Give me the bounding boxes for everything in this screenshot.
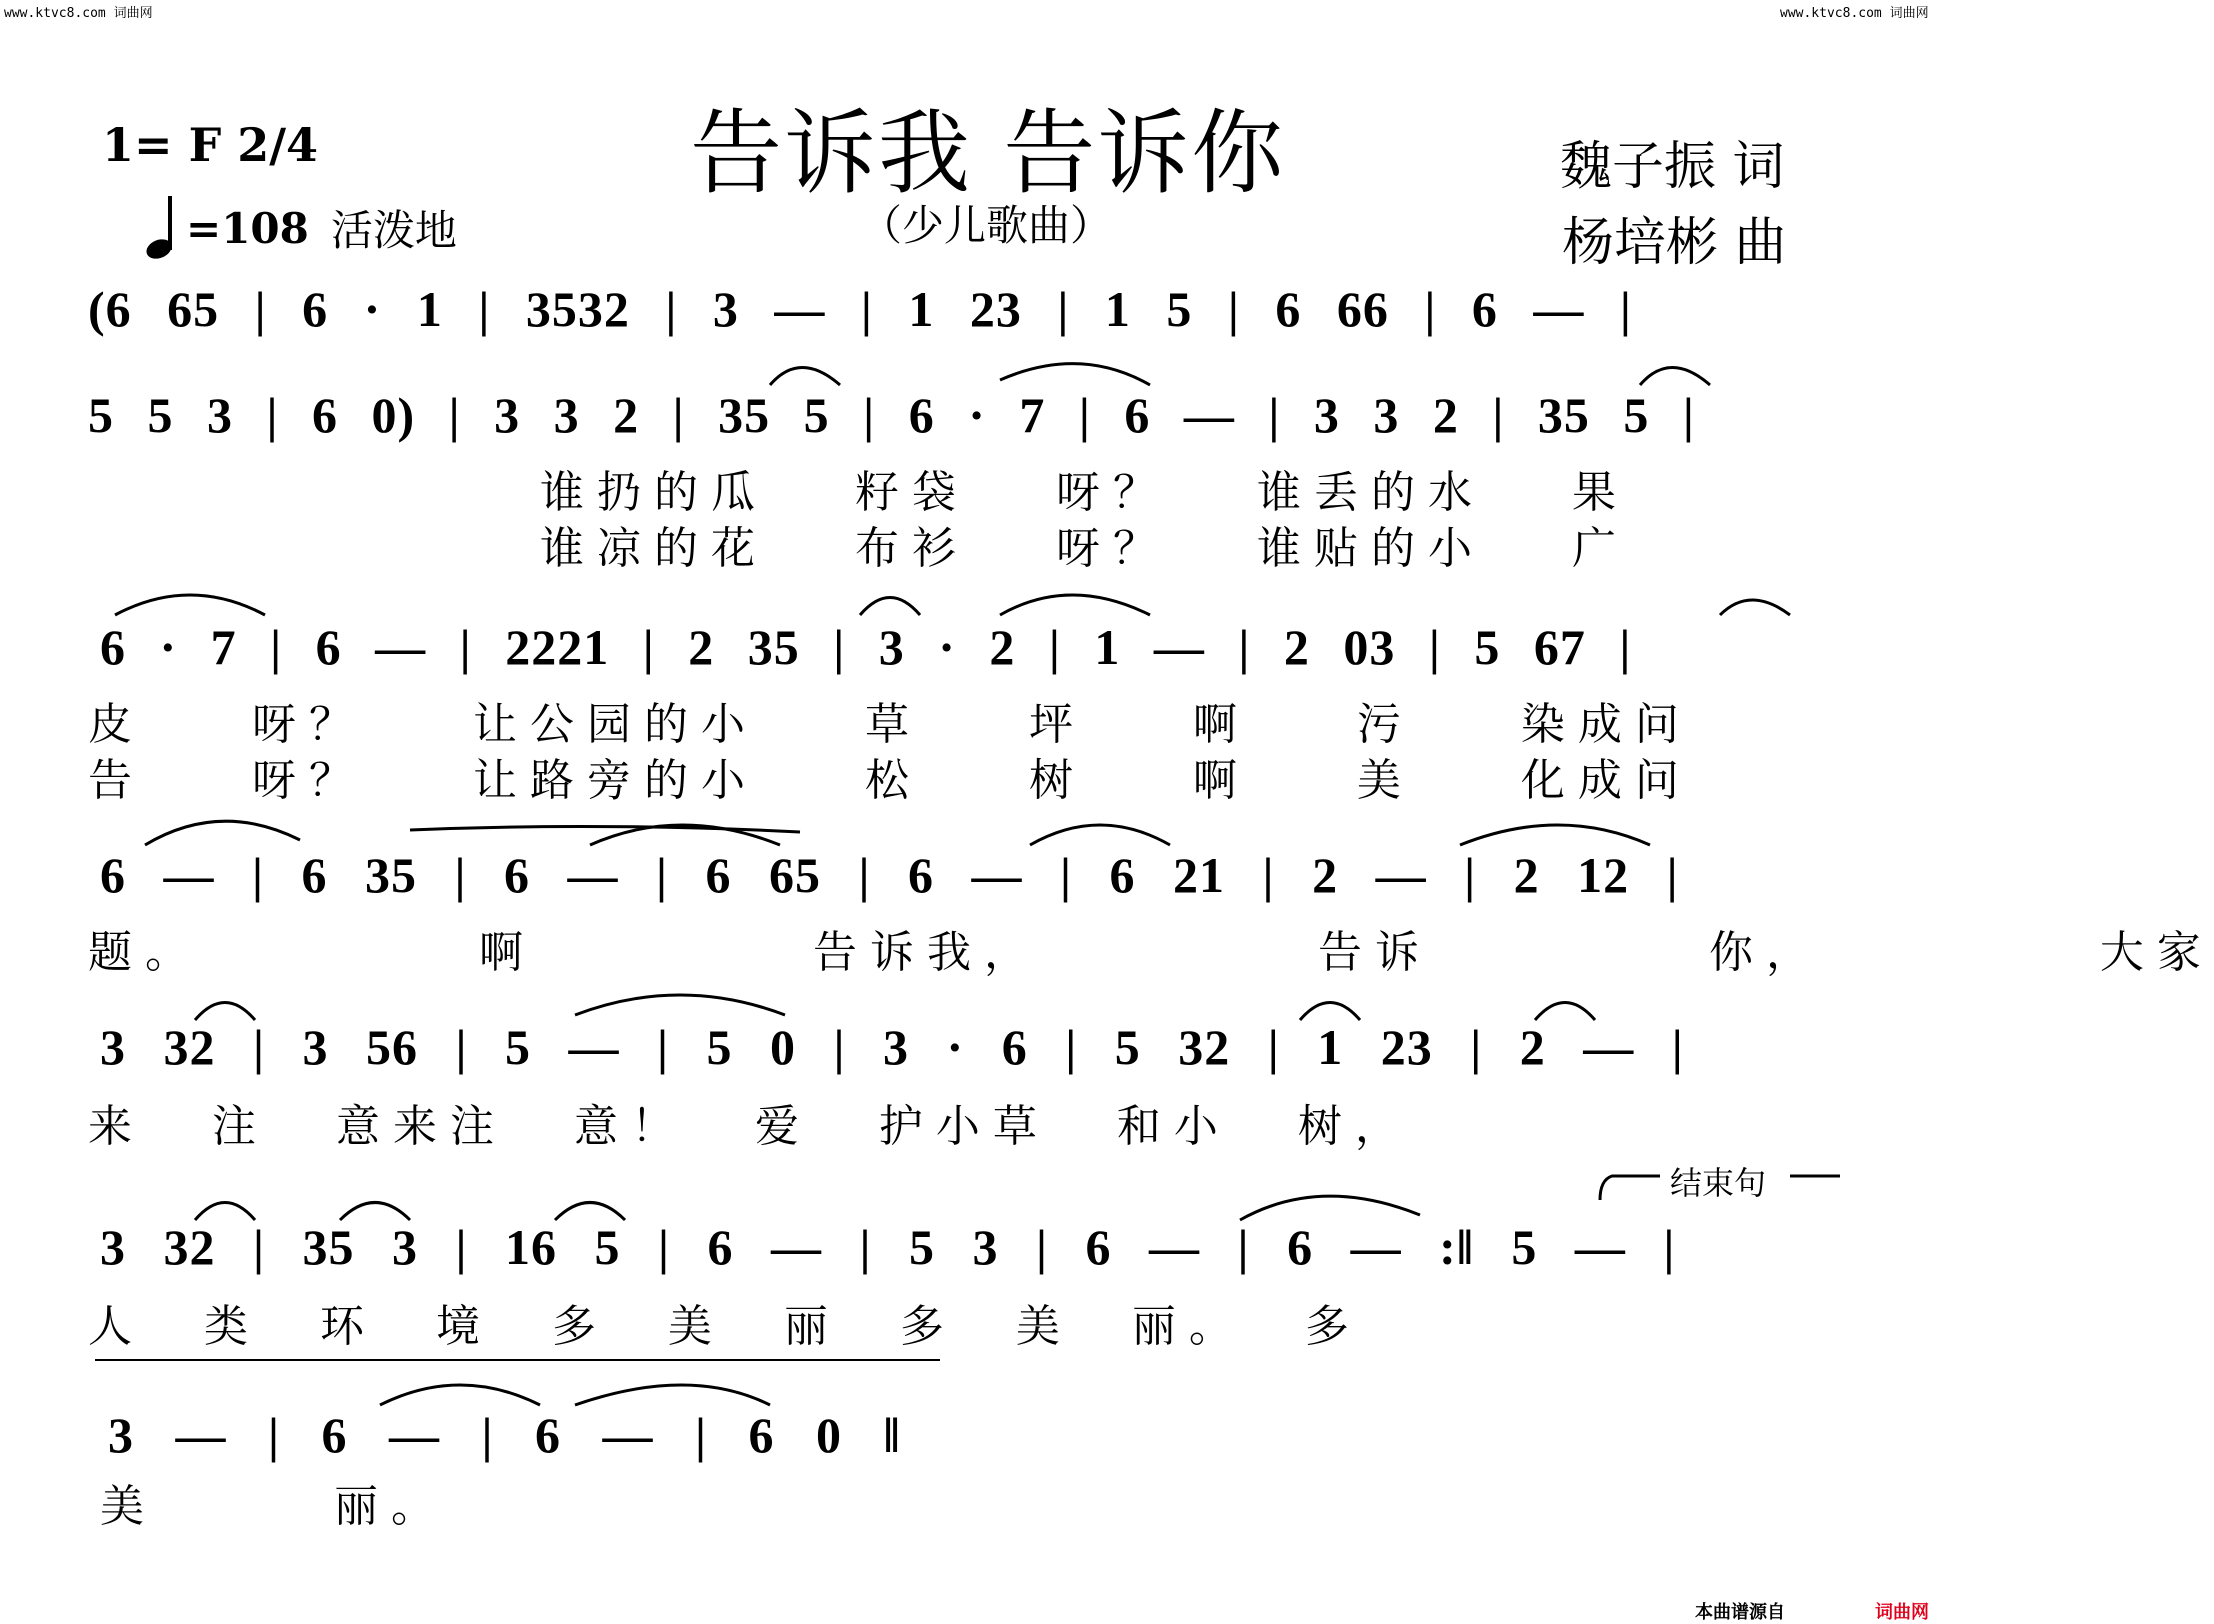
song-subtitle: （少儿歌曲） bbox=[860, 201, 1113, 250]
slur-1 bbox=[770, 368, 840, 386]
lyrics-row-7: 美 丽。 bbox=[100, 1481, 448, 1532]
slur-9 bbox=[410, 826, 800, 832]
watermark-left[interactable]: www.ktvc8.com 词曲网 bbox=[4, 6, 153, 21]
lyrics-row-4: 题。 啊 告诉我， 告诉 你， 大家 bbox=[88, 927, 2214, 978]
lyrics-row-2-verse-1: 谁扔的瓜 籽袋 呀？ 谁丢的水 果 bbox=[540, 467, 1629, 518]
lyrics-row-3-verse-1: 皮 呀？ 让公园的小 草 坪 啊 污 染成问 bbox=[88, 699, 1692, 750]
slur-2 bbox=[1000, 364, 1150, 385]
quarter-note-icon bbox=[146, 198, 176, 258]
slur-6 bbox=[1000, 595, 1150, 615]
footer-site[interactable]: 词曲网 bbox=[1875, 1602, 1929, 1623]
song-title: 告诉我 告诉你 bbox=[690, 100, 1286, 207]
ending-marker: 结束句 bbox=[1670, 1164, 1767, 1202]
lyrics-row-5: 来 注 意来注 意！ 爱 护小草 和小 树， bbox=[88, 1101, 1412, 1152]
notation-row-2: 5 5 3 | 6 0) | 3 3 2 | 35 5 | 6 · 7 | 6 — | 3 3 2 | 35 5 | bbox=[88, 387, 1695, 443]
slur-5 bbox=[860, 598, 920, 616]
notation-row-6: 3 32 | 35 3 | 16 5 | 6 — | 5 3 | 6 — | 6 — :‖ 5 — | bbox=[100, 1219, 1676, 1275]
slur-4 bbox=[115, 595, 265, 615]
slur-3 bbox=[1640, 368, 1710, 386]
notation-row-5: 3 32 | 3 56 | 5 — | 5 0 | 3 · 6 | 5 32 | 1 23 | 2 — | bbox=[100, 1019, 1684, 1075]
lyrics-row-6: 人 类 环 境 多 美 丽 多 美 丽。 多 bbox=[88, 1301, 1362, 1352]
footer-source: 本曲谱源自 bbox=[1695, 1602, 1785, 1623]
notation-row-1: (6 65 | 6 · 1 | 3532 | 3 — | 1 23 | 1 5 | 6 66 | 6 — | bbox=[88, 281, 1632, 337]
key-signature: 1= F 2/4 bbox=[102, 118, 319, 172]
tempo-bpm: =108 bbox=[186, 203, 309, 253]
slur-21 bbox=[380, 1385, 540, 1405]
lyricist-credit: 魏子振 词 bbox=[1560, 137, 1785, 197]
slur-20 bbox=[1240, 1196, 1420, 1220]
notation-row-4: 6 — | 6 35 | 6 — | 6 65 | 6 — | 6 21 | 2 — | 2 12 | bbox=[100, 847, 1679, 903]
notation-row-7: 3 — | 6 — | 6 — | 6 0 ‖ bbox=[108, 1407, 901, 1463]
lyrics-row-3-verse-2: 告 呀？ 让路旁的小 松 树 啊 美 化成问 bbox=[88, 755, 1692, 806]
slur-10 bbox=[590, 825, 780, 845]
slur-7 bbox=[1720, 600, 1790, 615]
slur-22 bbox=[575, 1385, 770, 1405]
slur-8 bbox=[145, 821, 300, 845]
tempo-expression: 活泼地 bbox=[330, 206, 457, 255]
tempo-marking bbox=[146, 198, 457, 258]
slur-11 bbox=[1030, 825, 1170, 845]
composer-credit: 杨培彬 曲 bbox=[1562, 213, 1787, 273]
watermark-right[interactable]: www.ktvc8.com 词曲网 bbox=[1780, 6, 1929, 21]
lyrics-row-2-verse-2: 谁凉的花 布衫 呀？ 谁贴的小 广 bbox=[540, 523, 1629, 574]
notation-row-3: 6 · 7 | 6 — | 2221 | 2 35 | 3 · 2 | 1 — | 2 03 | 5 67 | bbox=[100, 619, 1632, 675]
slur-12 bbox=[1460, 825, 1650, 845]
slur-14 bbox=[575, 995, 785, 1015]
